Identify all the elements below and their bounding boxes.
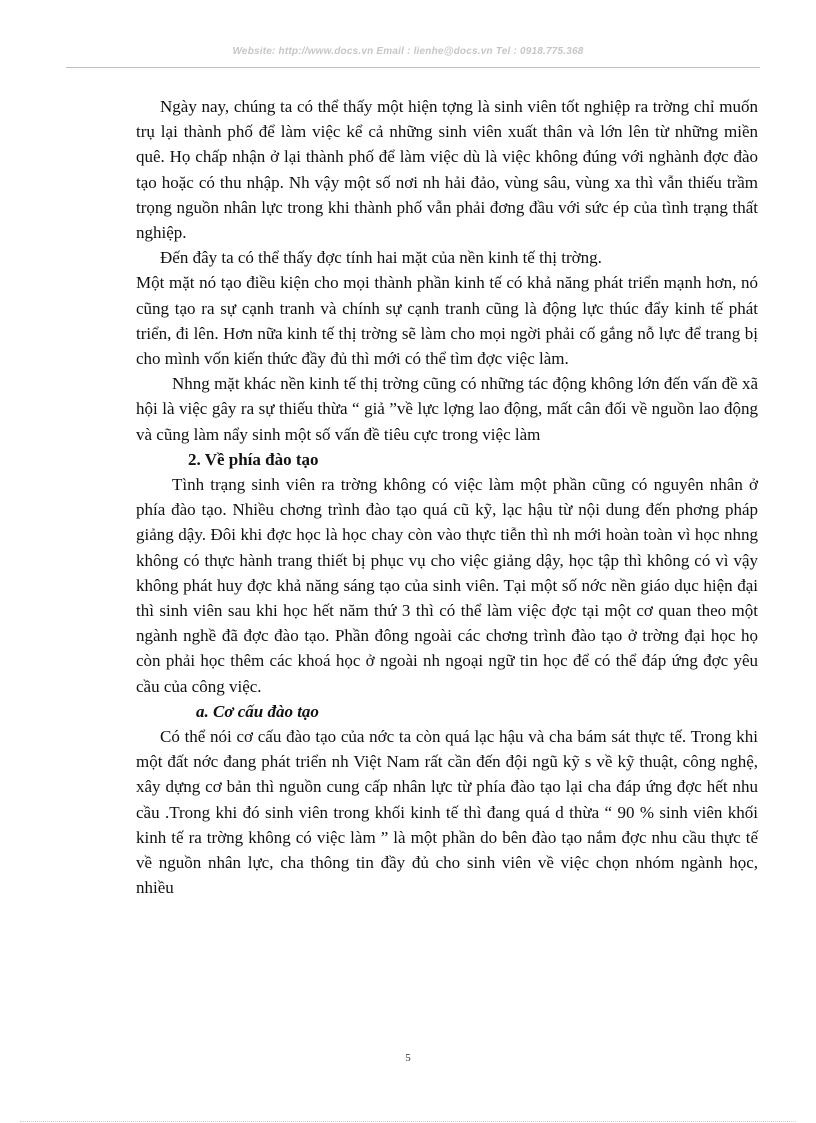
paragraph-intro: Ngày nay, chúng ta có thể thấy một hiện tợng là sinh viên tốt nghiệp ra trờng chỉ muốn trụ lại thành phố để làm việc kể cả những sinh viên xuất thân và lớn lên từ những miền quê. Họ chấp nhận ở lại thành phố để làm việc dù là việc không đúng với nghành đợc đào tạo hoặc có thu nhập. Nh vậy một số nơi nh hải đảo, vùng sâu, vùng xa thì vẫn thiếu trầm trọng nguồn nhân lực trong khi thành phố vẫn phải đơng đầu với sức ép của tình trạng thất nghiệp.	[136, 97, 758, 243]
paragraph-training-issues: Tình trạng sinh viên ra trờng không có việc làm một phần cũng có nguyên nhân ở phía đào tạo. Nhiều chơng trình đào tạo quá cũ kỹ, lạc hậu từ nội dung đến phơng pháp giảng dậy. Đôi khi đợc học là học chay còn vào thực tiễn thì nh mới hoàn toàn vì học nhng không có thực hành trang thiết bị phục vụ cho việc giảng dậy, học tập thì không có vì vậy không phát huy đợc khả năng sáng tạo của sinh viên. Tại một số nớc nền giáo dục hiện đại thì sinh viên sau khi học hết năm thứ 3 thì có thể làm việc đợc tại một cơ quan theo một ngành nghề đã đợc đào tạo. Phần đông ngoài các chơng trình đào tạo ở trờng đại học họ còn phải học thêm các khoá học ở ngoài nh ngoại ngữ tin học để có thể đáp ứng đợc yêu cầu của công việc.	[136, 475, 758, 696]
header-divider	[66, 67, 760, 68]
paragraph-training-structure: Có thể nói cơ cấu đào tạo của nớc ta còn quá lạc hậu và cha bám sát thực tế. Trong khi một đất nớc đang phát triển nh Việt Nam rất cần đến đội ngũ kỹ s về kỹ thuật, công nghệ, xây dựng cơ bản thì nguồn cung cấp nhân lực từ phía đào tạo lại cha đáp ứng đợc hết nhu cầu .Trong khi đó sinh viên trong khối kinh tế thì đang quá d thừa “ 90 % sinh viên khối kinh tế ra trờng không có việc làm ” là một phần do bên đào tạo nắm đợc nhu cầu thực tế về nguồn nhân lực, cha thông tin đầy đủ cho sinh viên về việc chọn nhóm ngành học, nhiều	[136, 727, 758, 898]
document-body	[136, 94, 758, 901]
paragraph-negative-side: Nhng mặt khác nền kinh tế thị trờng cũng có những tác động không lớn đến vấn đề xã hội là việc gây ra sự thiếu thừa “ giả ”về lực lợng lao động, mất cân đối về nguồn lao động và cũng làm nẩy sinh một số vấn đề tiêu cực trong việc làm	[136, 374, 758, 444]
paragraph-market-duality: Đến đây ta có thể thấy đợc tính hai mặt của nền kinh tế thị trờng.	[160, 248, 602, 268]
page-header: Website: http://www.docs.vn Email : lienhe@docs.vn Tel : 0918.775.368	[232, 46, 584, 57]
page-number: 5	[405, 1052, 411, 1064]
subsection-heading-structure: a. Cơ cấu đào tạo	[196, 701, 319, 721]
paragraph-positive-side: Một mặt nó tạo điều kiện cho mọi thành phần kinh tế có khả năng phát triển mạnh hơn, nó cũng tạo ra sự cạnh tranh và chính sự cạnh tranh cũng là động lực thúc đẩy kinh tế phát triển, đi lên. Hơn nữa kinh tế thị trờng sẽ làm cho mọi ngời phải cố gắng nỗ lực để trang bị cho mình vốn kiến thức đầy đủ thì mới có thể tìm đợc việc làm.	[136, 273, 758, 369]
section-heading-training: 2. Về phía đào tạo	[188, 449, 319, 469]
footer-divider	[20, 1121, 796, 1122]
